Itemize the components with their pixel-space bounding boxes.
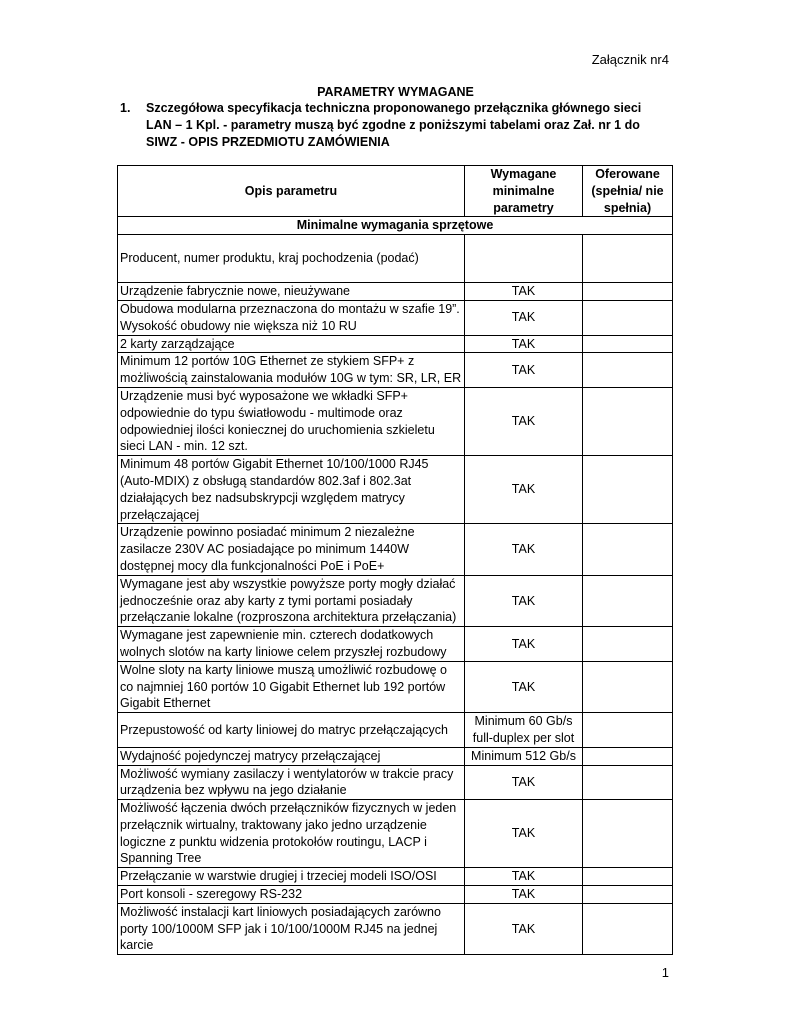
row-offered-cell — [583, 868, 673, 886]
table-row — [118, 747, 673, 765]
row-offered-cell — [583, 575, 673, 626]
header-description: Opis parametru — [118, 166, 465, 217]
table-row — [118, 886, 673, 904]
table-row — [118, 353, 673, 388]
row-description: Możliwość łączenia dwóch przełączników fizycznych w jeden przełącznik wirtualny, traktowany jako jedno urządzenie logiczne z punktu widzenia protokołów routingu, LACP i Spanning Tree — [118, 800, 465, 868]
row-description: Wydajność pojedynczej matrycy przełączającej — [118, 747, 465, 765]
table-row — [118, 800, 673, 868]
row-required-value: TAK — [465, 800, 583, 868]
row-offered-cell — [583, 353, 673, 388]
header-offered: Oferowane (spełnia/ nie spełnia) — [583, 166, 673, 217]
table-section-row — [118, 217, 673, 235]
table-row — [118, 235, 673, 283]
table-row — [118, 868, 673, 886]
row-offered-cell — [583, 335, 673, 353]
row-required-value: TAK — [465, 765, 583, 800]
row-required-value: TAK — [465, 627, 583, 662]
row-required-value: TAK — [465, 886, 583, 904]
row-required-value: TAK — [465, 575, 583, 626]
attachment-label: Załącznik nr4 — [591, 52, 669, 67]
table-row — [118, 387, 673, 455]
row-required-value: TAK — [465, 353, 583, 388]
row-description: Przepustowość od karty liniowej do matryc przełączających — [118, 713, 465, 748]
row-description: Urządzenie musi być wyposażone we wkładki SFP+ odpowiednie do typu światłowodu - multimode oraz odpowiedniej ilości koniecznej do uruchomienia szkieletu sieci LAN - min. 12 szt. — [118, 387, 465, 455]
row-description: 2 karty zarządzające — [118, 335, 465, 353]
row-description: Urządzenie powinno posiadać minimum 2 niezależne zasilacze 230V AC posiadające po minimum 1440W dostępnej mocy dla funkcjonalności PoE i PoE+ — [118, 524, 465, 575]
row-description: Port konsoli - szeregowy RS-232 — [118, 886, 465, 904]
row-offered-cell — [583, 903, 673, 954]
row-description: Możliwość wymiany zasilaczy i wentylatorów w trakcie pracy urządzenia bez wpływu na jego działanie — [118, 765, 465, 800]
page-number: 1 — [661, 965, 669, 980]
row-description: Minimum 48 portów Gigabit Ethernet 10/100/1000 RJ45 (Auto-MDIX) z obsługą standardów 802.3af i 802.3at działających bez nadsubskrypcji względem matrycy przełączającej — [118, 456, 465, 524]
row-description: Wymagane jest zapewnienie min. czterech dodatkowych wolnych slotów na karty liniowe celem przyszłej rozbudowy — [118, 627, 465, 662]
row-offered-cell — [583, 387, 673, 455]
row-required-value: TAK — [465, 903, 583, 954]
row-description: Wymagane jest aby wszystkie powyższe porty mogły działać jednocześnie oraz aby karty z tymi portami posiadały przełączanie lokalne (rozproszona architektura przełączania) — [118, 575, 465, 626]
row-description: Producent, numer produktu, kraj pochodzenia (podać) — [118, 235, 465, 283]
row-required-value: TAK — [465, 868, 583, 886]
row-required-value: TAK — [465, 661, 583, 712]
row-offered-cell — [583, 747, 673, 765]
table-row — [118, 524, 673, 575]
row-offered-cell — [583, 765, 673, 800]
row-offered-cell — [583, 713, 673, 748]
row-required-value: TAK — [465, 335, 583, 353]
table-row — [118, 627, 673, 662]
row-description: Minimum 12 portów 10G Ethernet ze stykiem SFP+ z możliwością zainstalowania modułów 10G w tym: SR, LR, ER — [118, 353, 465, 388]
table-row — [118, 575, 673, 626]
row-description: Możliwość instalacji kart liniowych posiadających zarówno porty 100/1000M SFP jak i 10/100/1000M RJ45 na jednej karcie — [118, 903, 465, 954]
section-heading — [120, 100, 660, 151]
table-row — [118, 661, 673, 712]
row-required-value: TAK — [465, 456, 583, 524]
table-row — [118, 765, 673, 800]
table-row — [118, 300, 673, 335]
row-offered-cell — [583, 627, 673, 662]
row-required-value: Minimum 512 Gb/s — [465, 747, 583, 765]
row-required-value: TAK — [465, 387, 583, 455]
row-offered-cell — [583, 235, 673, 283]
row-description: Wolne sloty na karty liniowe muszą umożliwić rozbudowę o co najmniej 160 portów 10 Gigabit Ethernet lub 192 portów Gigabit Ethernet — [118, 661, 465, 712]
row-description: Przełączanie w warstwie drugiej i trzeciej modeli ISO/OSI — [118, 868, 465, 886]
row-offered-cell — [583, 300, 673, 335]
row-required-value — [465, 235, 583, 283]
row-offered-cell — [583, 800, 673, 868]
row-description: Urządzenie fabrycznie nowe, nieużywane — [118, 283, 465, 301]
table-header-row — [118, 166, 673, 217]
section-number: 1. — [120, 101, 131, 115]
table-section-title: Minimalne wymagania sprzętowe — [118, 217, 673, 235]
header-required: Wymagane minimalne parametry — [465, 166, 583, 217]
table-row — [118, 713, 673, 748]
row-required-value: TAK — [465, 300, 583, 335]
document-title: PARAMETRY WYMAGANE — [317, 85, 474, 99]
section-text: Szczegółowa specyfikacja techniczna proponowanego przełącznika głównego sieci LAN – 1 Kpl. - parametry muszą być zgodne z poniższymi tabelami oraz Zał. nr 1 do SIWZ - OPIS PRZEDMIOTU ZAMÓWIENIA — [146, 101, 642, 149]
table-row — [118, 335, 673, 353]
table-row — [118, 456, 673, 524]
row-offered-cell — [583, 524, 673, 575]
row-offered-cell — [583, 886, 673, 904]
row-offered-cell — [583, 283, 673, 301]
row-required-value: TAK — [465, 283, 583, 301]
table-row — [118, 283, 673, 301]
row-required-value: TAK — [465, 524, 583, 575]
row-required-value: Minimum 60 Gb/s full-duplex per slot — [465, 713, 583, 748]
row-offered-cell — [583, 456, 673, 524]
specification-table — [117, 165, 673, 955]
table-row — [118, 903, 673, 954]
row-description: Obudowa modularna przeznaczona do montażu w szafie 19”. Wysokość obudowy nie większa niż 10 RU — [118, 300, 465, 335]
row-offered-cell — [583, 661, 673, 712]
